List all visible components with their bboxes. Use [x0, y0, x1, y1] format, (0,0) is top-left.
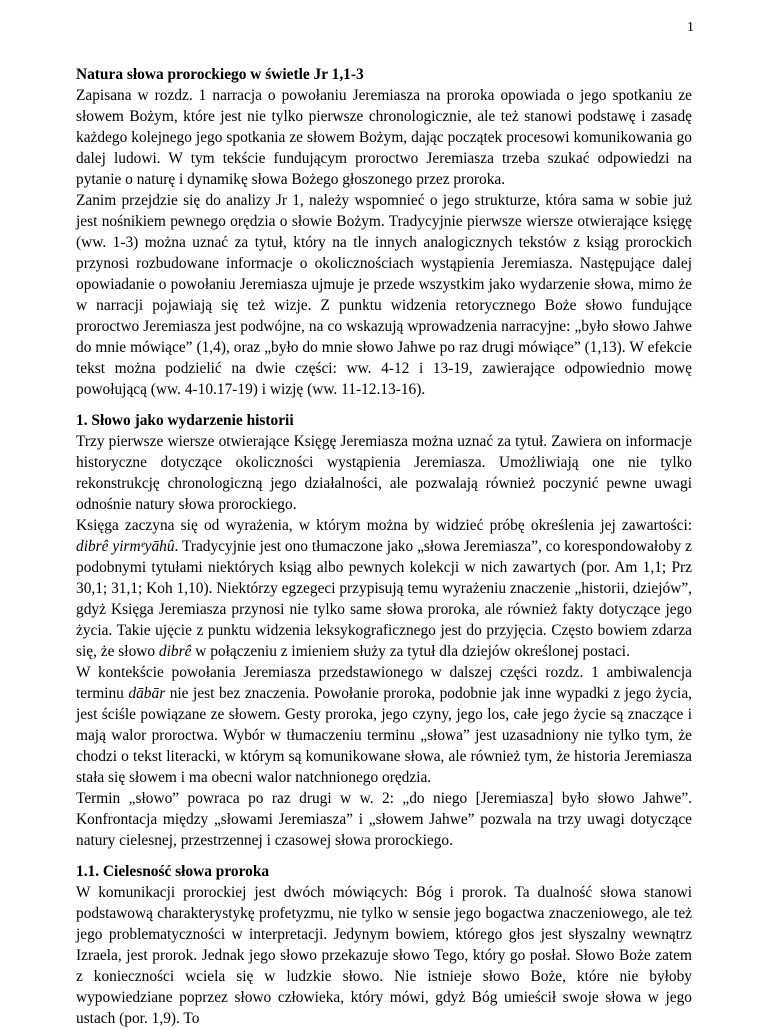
section-1-paragraph-3: [76, 662, 692, 788]
section-1-paragraph-1: Trzy pierwsze wiersze otwierające Księgę Jeremiasza można uznać za tytuł. Zawiera on informacje historyczne dotyczące okoliczności wystąpienia Jeremiasza. Umożliwiają one nie tylko rekonstrukcję chronologiczną jego działalności, ale pozwalają również poczynić pewne uwagi odnośnie natury słowa prorockiego.: [76, 433, 692, 513]
section-1-paragraph-2: [76, 515, 692, 662]
hebrew-term: dibrê: [158, 643, 192, 660]
section-1-1-heading: 1.1. Cielesność słowa proroka: [76, 863, 270, 880]
document-title: Natura słowa prorockiego w świetle Jr 1,1-3: [76, 66, 364, 83]
hebrew-term: dābār: [128, 685, 166, 702]
text-run: w połączeniu z imieniem służy za tytuł dla dziejów określonej postaci.: [191, 643, 630, 660]
intro-paragraph-2: Zanim przejdzie się do analizy Jr 1, należy wspomnieć o jego strukturze, która sama w sobie już jest nośnikiem pewnego orędzia o słowie Bożym. Tradycyjnie pierwsze wiersze otwierające księgę (ww. 1-3) można uznać za tytuł, który na tle innych analogicznych tekstów z ksiąg prorockich przynosi rozbudowane informacje o okolicznościach wystąpienia Jeremiasza. Następujące dalej opowiadanie o powołaniu Jeremiasza ujmuje je przede wszystkim jako wydarzenie słowa, mimo że w narracji pojawiają się też wizje. Z punktu widzenia retorycznego Boże słowo fundujące proroctwo Jeremiasza jest podwójne, na co wskazują wprowadzenia narracyjne: „było słowo Jahwe do mnie mówiące” (1,4), oraz „było do mnie słowo Jahwe po raz drugi mówiące” (1,13). W efekcie tekst można podzielić na dwie części: ww. 4-12 i 13-19, zawierające odpowiednio mowę powołującą (ww. 4-10.17-19) i wizję (ww. 11-12.13-16).: [76, 192, 692, 398]
page-number: 1: [687, 20, 694, 35]
intro-paragraph-1: Zapisana w rozdz. 1 narracja o powołaniu Jeremiasza na proroka opowiada o jego spotkaniu ze słowem Bożym, które jest nie tylko pierwsze chronologicznie, ale też stanowi podstawę i zasadę każdego kolejnego jego spotkania ze słowem Bożym, dając początek procesowi komunikowania go dalej ludowi. W tym tekście fundującym proroctwo Jeremiasza trzeba szukać odpowiedzi na pytanie o naturę i dynamikę słowa Bożego głoszonego przez proroka.: [76, 87, 692, 188]
text-run: W kontekście powołania Jeremiasza przedstawionego w dalszej części rozdz. 1 ambiwalencja terminu: [76, 664, 692, 702]
section-1-1-paragraph-1: W komunikacji prorockiej jest dwóch mówiących: Bóg i prorok. Ta dualność słowa stanowi podstawową charakterystykę profetyzmu, nie tylko w sensie jego bogactwa znaczeniowego, ale też jego problematyczności w interpretacji. Jedynym bowiem, którego głos jest słyszalny wewnątrz Izraela, jest prorok. Jednak jego słowo przekazuje słowo Tego, który go posłał. Słowo Boże zatem z konieczności wciela się w ludzkie słowo. Nie istnieje słowo Boże, które nie byłoby wypowiedziane poprzez słowo człowieka, który mówi, gdyż Bóg umieścił swoje słowa w jego ustach (por. 1,9). To: [76, 884, 692, 1027]
text-run: . Tradycyjnie jest ono tłumaczone jako „słowa Jeremiasza”, co korespondowałoby z podobnymi tytułami niektórych ksiąg albo pewnych kolekcji w nich zawartych (por. Am 1,1; Prz 30,1; 31,1; Koh 1,10). Niektórzy egzegeci przypisują temu wyrażeniu znaczenie „historii, dziejów”, gdyż Księga Jeremiasza przynosi nie tylko same słowa proroka, ale również fakty dotyczące jego życia. Takie ujęcie z punktu widzenia leksykograficznego jest do przyjęcia. Często bowiem zdarza się, że słowo: [76, 538, 692, 660]
document-body: [76, 64, 692, 1029]
section-1-heading: 1. Słowo jako wydarzenie historii: [76, 412, 294, 429]
section-1-paragraph-4: Termin „słowo” powraca po raz drugi w w. 2: „do niego [Jeremiasza] było słowo Jahwe”. Konfrontacja między „słowami Jeremiasza” i „słowem Jahwe” pozwala na trzy uwagi dotyczące natury cielesnej, przestrzennej i czasowej słowa prorockiego.: [76, 790, 692, 849]
hebrew-term: dibrê yirmᵉyāhû: [76, 538, 175, 555]
text-run: nie jest bez znaczenia. Powołanie proroka, podobnie jak inne wypadki z jego życia, jest ściśle powiązane ze słowem. Gesty proroka, jego czyny, jego los, całe jego życie są znaczące i mają walor proroctwa. Wybór w tłumaczeniu terminu „słowa” jest uzasadniony nie tylko tym, że chodzi o tekst literacki, w którym są komunikowane słowa, ale również tym, że historia Jeremiasza stała się słowem i ma obecni walor natchnionego orędzia.: [76, 685, 692, 786]
text-run: Księga zaczyna się od wyrażenia, w którym można by widzieć próbę określenia jej zawartości:: [76, 517, 692, 534]
